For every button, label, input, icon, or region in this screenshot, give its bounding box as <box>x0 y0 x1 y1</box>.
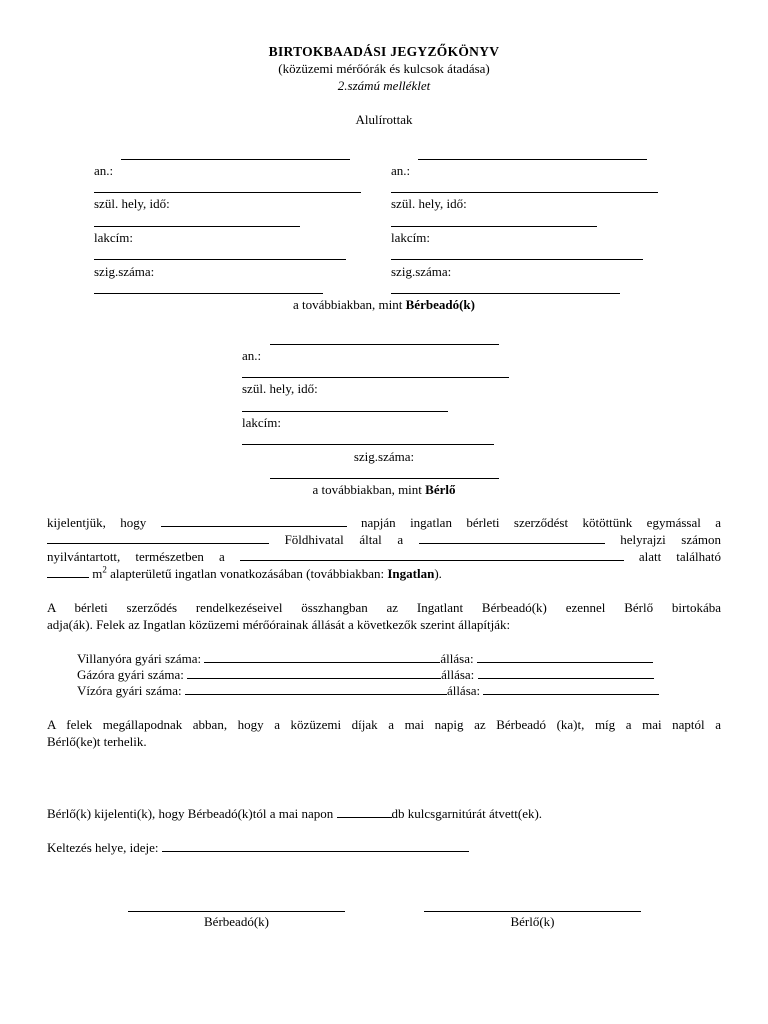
electricity-state-blank[interactable] <box>477 650 653 663</box>
landlord1-mother-label: an.: <box>94 163 114 178</box>
tenant-caption: a továbbiakban, mint Bérlő <box>312 482 456 497</box>
water-state-blank[interactable] <box>483 682 659 695</box>
handover-line-1: A bérleti szerződés rendelkezéseivel összhangban az Ingatlant Bérbeadó(k) ezennel Bérlő birtokába <box>47 600 721 615</box>
tenant-id-label: szig.száma: <box>353 449 415 464</box>
declaration-line-1: kijelentjük, hogy napján ingatlan bérleti szerződést kötöttünk egymással a <box>47 515 721 530</box>
declaration-paragraph <box>47 514 721 582</box>
tenant-signature-label: Bérlő(k) <box>510 914 555 929</box>
meter-row-gas <box>77 666 654 682</box>
landlord2-mother-label: an.: <box>391 163 411 178</box>
landlord1-id-line[interactable] <box>94 293 323 294</box>
date-place-blank[interactable] <box>162 839 469 852</box>
gas-state-blank[interactable] <box>478 666 654 679</box>
landlord-signature-line[interactable] <box>128 911 345 912</box>
date-place-row <box>47 839 469 855</box>
meter-row-electricity <box>77 650 653 666</box>
landlord2-id-line[interactable] <box>391 293 620 294</box>
tenant-signature-line[interactable] <box>424 911 641 912</box>
contract-date-blank[interactable] <box>161 514 347 527</box>
declaration-line-3: nyilvántartott, természetben a alatt található <box>47 549 722 564</box>
utility-fees-paragraph <box>47 716 721 750</box>
tenant-address-line[interactable] <box>242 444 494 445</box>
property-address-blank[interactable] <box>240 548 624 561</box>
handover-paragraph <box>47 599 721 633</box>
document-title: BIRTOKBAADÁSI JEGYZŐKÖNYV <box>268 44 500 59</box>
water-serial-blank[interactable] <box>185 682 447 695</box>
landlord1-birth-label: szül. hely, idő: <box>94 196 170 211</box>
tenant-birth-line[interactable] <box>242 411 448 412</box>
meter-row-water <box>77 682 659 698</box>
gas-meter-label: Gázóra gyári száma: <box>77 667 184 682</box>
landlord1-mother-line[interactable] <box>94 192 361 193</box>
electricity-meter-label: Villanyóra gyári száma: <box>77 651 202 666</box>
annex-label: 2.számú melléklet <box>337 78 431 93</box>
tenant-mother-label: an.: <box>242 348 262 363</box>
landlord1-address-label: lakcím: <box>94 230 133 245</box>
tenant-id-line[interactable] <box>270 478 499 479</box>
declaration-line-4: $m^2$ alapterületű ingatlan vonatkozásában (továbbiakban: Ingatlan). <box>47 565 721 582</box>
landlord-caption: a továbbiakban, mint Bérbeadó(k) <box>293 297 475 312</box>
utility-fees-line-1: A felek megállapodnak abban, hogy a közüzemi díjak a mai napig az Bérbeadó (ka)t, míg a mai naptól a <box>47 717 721 732</box>
gas-serial-blank[interactable] <box>187 666 441 679</box>
landlord2-birth-label: szül. hely, idő: <box>391 196 467 211</box>
landlord1-id-label: szig.száma: <box>94 264 155 279</box>
tenant-address-label: lakcím: <box>242 415 281 430</box>
tenant-name-line[interactable] <box>270 344 499 345</box>
key-count-blank[interactable] <box>337 805 392 818</box>
landlord-signature-label: Bérbeadó(k) <box>204 914 269 929</box>
tenant-mother-line[interactable] <box>242 377 509 378</box>
land-office-blank[interactable] <box>47 531 269 544</box>
handover-line-2: adja(ák). Felek az Ingatlan közüzemi mérőórainak állását a következők szerint állapítják: <box>47 617 511 632</box>
water-state-label: állása: <box>446 683 481 698</box>
utility-fees-line-2: Bérlő(ke)t terhelik. <box>47 734 147 749</box>
landlord2-id-label: szig.száma: <box>391 264 452 279</box>
parcel-number-blank[interactable] <box>419 531 605 544</box>
landlord2-address-line[interactable] <box>391 259 643 260</box>
landlord1-address-line[interactable] <box>94 259 346 260</box>
tenant-birth-label: szül. hely, idő: <box>242 381 318 396</box>
floor-area-blank[interactable] <box>47 565 89 578</box>
landlord1-name-line[interactable] <box>121 159 350 160</box>
electricity-serial-blank[interactable] <box>204 650 440 663</box>
landlord2-address-label: lakcím: <box>391 230 430 245</box>
electricity-state-label: állása: <box>440 651 474 666</box>
landlord2-name-line[interactable] <box>418 159 647 160</box>
document-subtitle: (közüzemi mérőórák és kulcsok átadása) <box>278 61 490 76</box>
gas-state-label: állása: <box>441 667 475 682</box>
landlord1-birth-line[interactable] <box>94 226 300 227</box>
keys-statement: Bérlő(k) kijelenti(k), hogy Bérbeadó(k)tól a mai napon db kulcsgarnitúrát átvett(ek). <box>47 806 543 821</box>
landlord2-birth-line[interactable] <box>391 226 597 227</box>
undersigned-label: Alulírottak <box>355 112 413 127</box>
declaration-line-2: Földhivatal által a helyrajzi számon <box>47 531 721 548</box>
landlord2-mother-line[interactable] <box>391 192 658 193</box>
water-meter-label: Vízóra gyári száma: <box>77 683 182 698</box>
date-place-label: Keltezés helye, ideje: <box>47 840 159 855</box>
